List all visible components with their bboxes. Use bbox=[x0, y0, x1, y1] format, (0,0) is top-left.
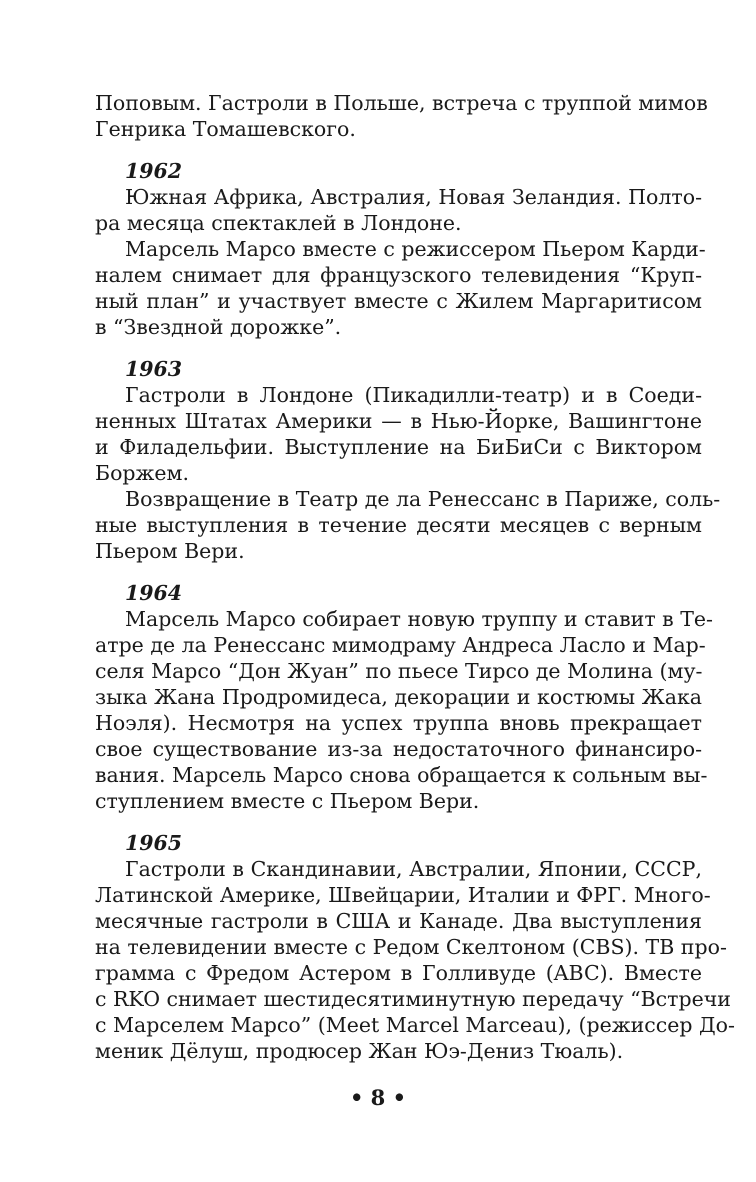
text-line: и Филадельфии. Выступление на БиБиСи с Виктором bbox=[95, 435, 702, 459]
text-line: с RKO снимает шестидесятиминутную передачу “Встречи bbox=[95, 987, 731, 1011]
section-1963 bbox=[95, 356, 721, 564]
text-line: ступлением вместе с Пьером Вери. bbox=[95, 789, 480, 813]
text-line: атре де ла Ренессанс мимодраму Андреса Ласло и Мар- bbox=[95, 633, 706, 657]
text-line: свое существование из-за недостаточного финансиро- bbox=[95, 737, 702, 761]
year-heading: 1965 bbox=[125, 831, 183, 855]
text-line: Марсель Марсо собирает новую труппу и ставит в Те- bbox=[125, 607, 713, 631]
text-line: Южная Африка, Австралия, Новая Зеландия. Полто- bbox=[125, 185, 702, 209]
section-1965 bbox=[95, 830, 735, 1064]
page-body bbox=[95, 90, 735, 1064]
text-line: налем снимает для французского телевидения “Круп- bbox=[95, 263, 702, 287]
text-line: селя Марсо “Дон Жуан” по пьесе Тирсо де Молина (му- bbox=[95, 659, 703, 683]
text-line: Возвращение в Театр де ла Ренессанс в Париже, соль- bbox=[125, 487, 721, 511]
text-line: ный план” и участвует вместе с Жилем Маргаритисом bbox=[95, 289, 702, 313]
text-line: в “Звездной дорожке”. bbox=[95, 315, 342, 339]
text-line: на телевидении вместе с Редом Скелтоном (CBS). ТВ про- bbox=[95, 935, 727, 959]
text-line: Гастроли в Лондоне (Пикадилли-театр) и в Соеди- bbox=[125, 383, 702, 407]
text-line: ра месяца спектаклей в Лондоне. bbox=[95, 211, 462, 235]
section-1962 bbox=[95, 158, 706, 340]
text-line: Латинской Америке, Швейцарии, Италии и ФРГ. Много- bbox=[95, 883, 711, 907]
text-line: ные выступления в течение десяти месяцев с верным bbox=[95, 513, 702, 537]
year-heading: 1962 bbox=[125, 159, 183, 183]
text-line: Гастроли в Скандинавии, Австралии, Японии, СССР, bbox=[125, 857, 702, 881]
text-line: меник Дёлуш, продюсер Жан Юэ-Дениз Тюаль). bbox=[95, 1039, 624, 1063]
section-1964 bbox=[95, 580, 713, 814]
text-line: вания. Марсель Марсо снова обращается к сольным вы- bbox=[95, 763, 708, 787]
text-line: Ноэля). Несмотря на успех труппа вновь прекращает bbox=[95, 711, 702, 735]
paragraph-intro bbox=[95, 90, 708, 142]
page-number: • 8 • bbox=[349, 1085, 407, 1110]
text-line: Марсель Марсо вместе с режиссером Пьером Карди- bbox=[125, 237, 706, 261]
text-line: ненных Штатах Америки — в Нью-Йорке, Вашингтоне bbox=[95, 409, 702, 433]
year-heading: 1964 bbox=[125, 581, 183, 605]
text-line: Пьером Вери. bbox=[95, 539, 245, 563]
year-heading: 1963 bbox=[125, 357, 183, 381]
text-line: Генрика Томашевского. bbox=[95, 117, 356, 141]
text-line: Боржем. bbox=[95, 461, 189, 485]
text-line: зыка Жана Продромидеса, декорации и костюмы Жака bbox=[95, 685, 702, 709]
text-line: месячные гастроли в США и Канаде. Два выступления bbox=[95, 909, 702, 933]
text-line: грамма с Фредом Астером в Голливуде (ABC). Вместе bbox=[95, 961, 702, 985]
text-line: с Марселем Марсо” (Meet Marcel Marceau), (режиссер До- bbox=[95, 1013, 735, 1037]
text-line: Поповым. Гастроли в Польше, встреча с труппой мимов bbox=[95, 91, 708, 115]
